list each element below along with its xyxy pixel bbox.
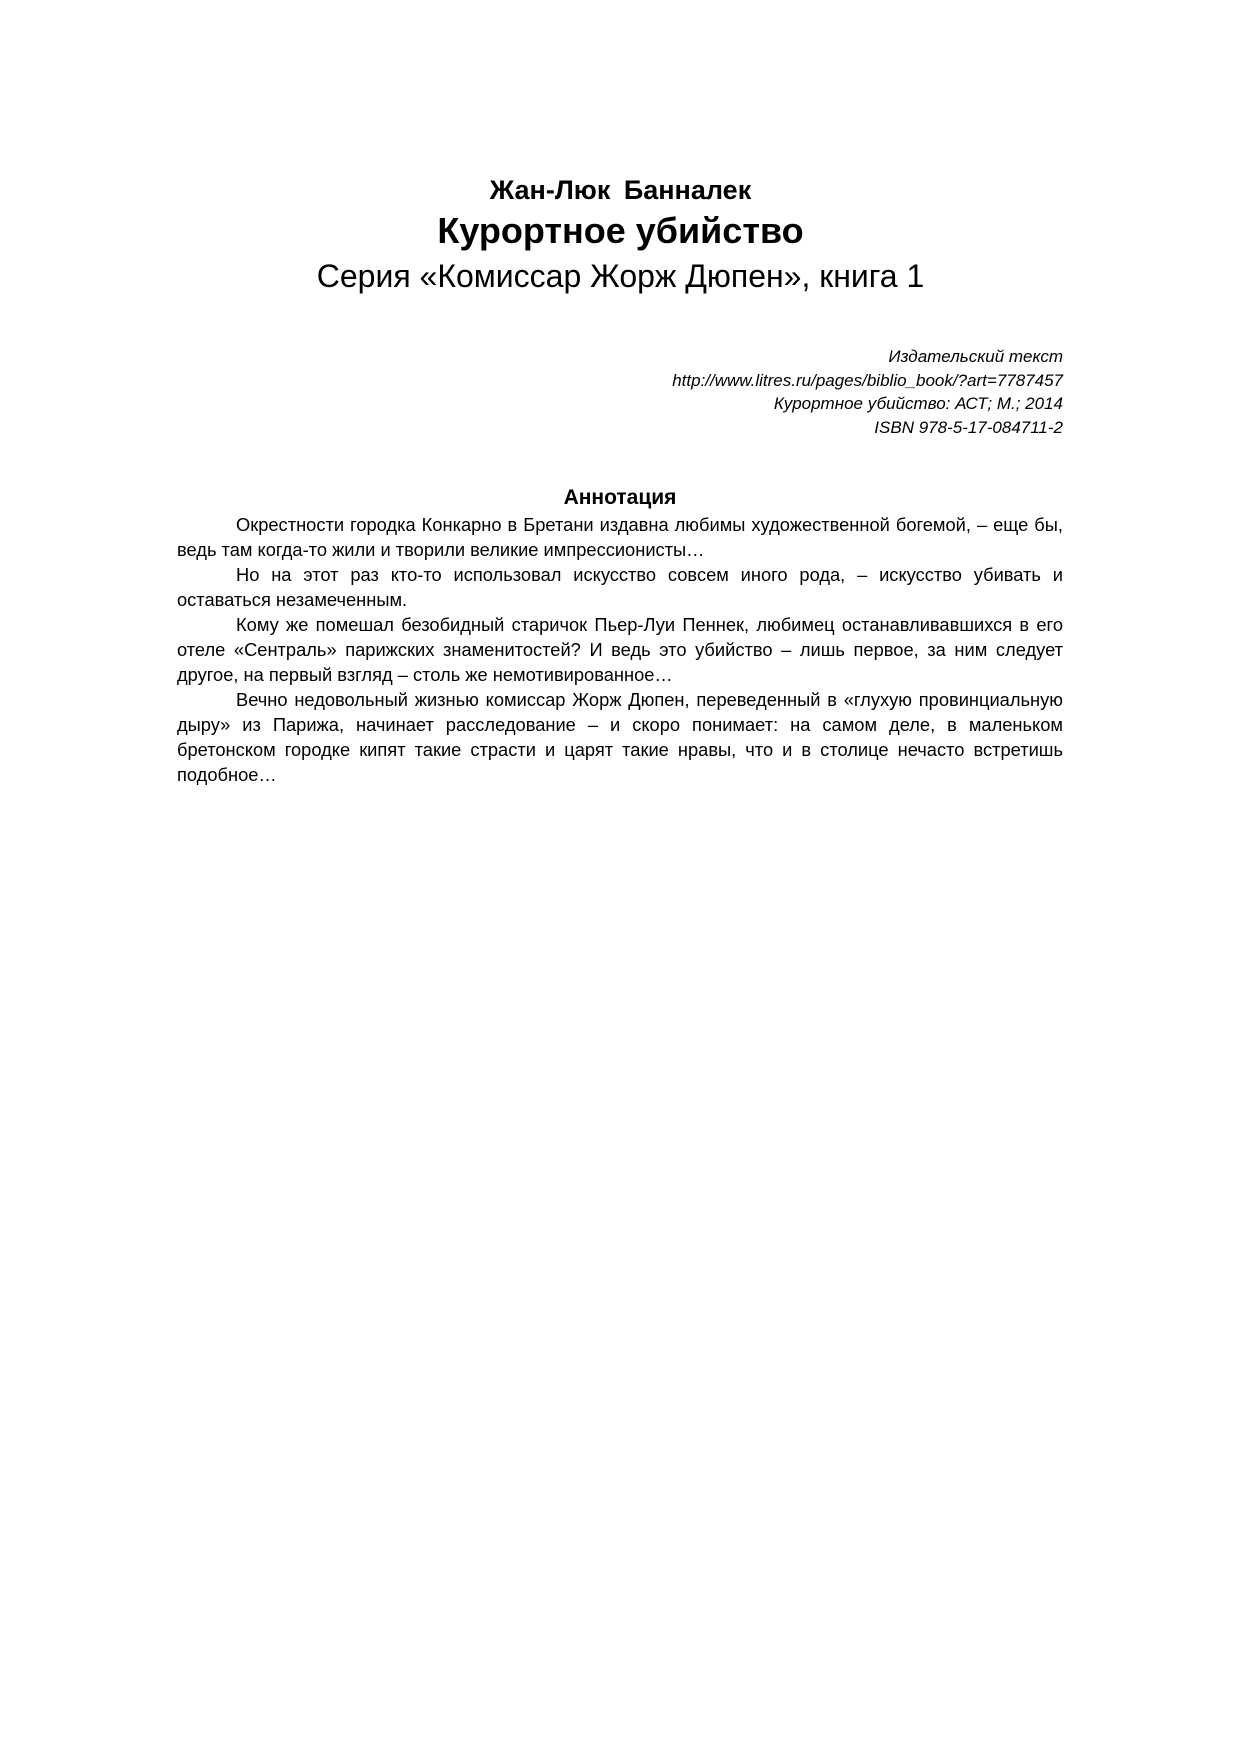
publisher-text-label: Издательский текст <box>888 347 1063 366</box>
series-title: Серия «Комиссар Жорж Дюпен», книга 1 <box>316 258 925 294</box>
source-url: http://www.litres.ru/pages/biblio_book/?art=7787457 <box>672 370 1063 390</box>
annotation-paragraph: Окрестности городка Конкарно в Бретани издавна любимы художественной богемой, – еще бы, ведь там когда-то жили и творили великие импрессионисты… <box>177 514 1063 560</box>
author-name: Жан-Люк Банналек <box>489 175 752 205</box>
annotation-heading: Аннотация <box>563 486 677 509</box>
imprint-line: Курортное убийство: АСТ; М.; 2014 <box>773 394 1063 413</box>
annotation-paragraph: Но на этот раз кто-то использовал искусство совсем иного рода, – искусство убивать и оставаться незамеченным. <box>177 564 1063 610</box>
annotation-paragraph: Кому же помешал безобидный старичок Пьер-Луи Пеннек, любимец останавливавшихся в его отеле «Сентраль» парижских знаменитостей? И ведь это убийство – лишь первое, за ним следует другое, на первый взгляд – столь же немотивированное… <box>177 614 1063 685</box>
book-header <box>0 172 1241 298</box>
isbn-line: ISBN 978-5-17-084711-2 <box>874 417 1063 437</box>
book-title: Курортное убийство <box>437 210 804 251</box>
annotation-paragraph: Вечно недовольный жизнью комиссар Жорж Дюпен, переведенный в «глухую провинциальную дыру» из Парижа, начинает расследование – и скоро понимает: на самом деле, в маленьком бретонском городке кипят такие страсти и царят такие нравы, что и в столице нечасто встретишь подобное… <box>177 689 1063 785</box>
publication-info <box>672 345 1063 439</box>
annotation-section <box>177 484 1063 787</box>
